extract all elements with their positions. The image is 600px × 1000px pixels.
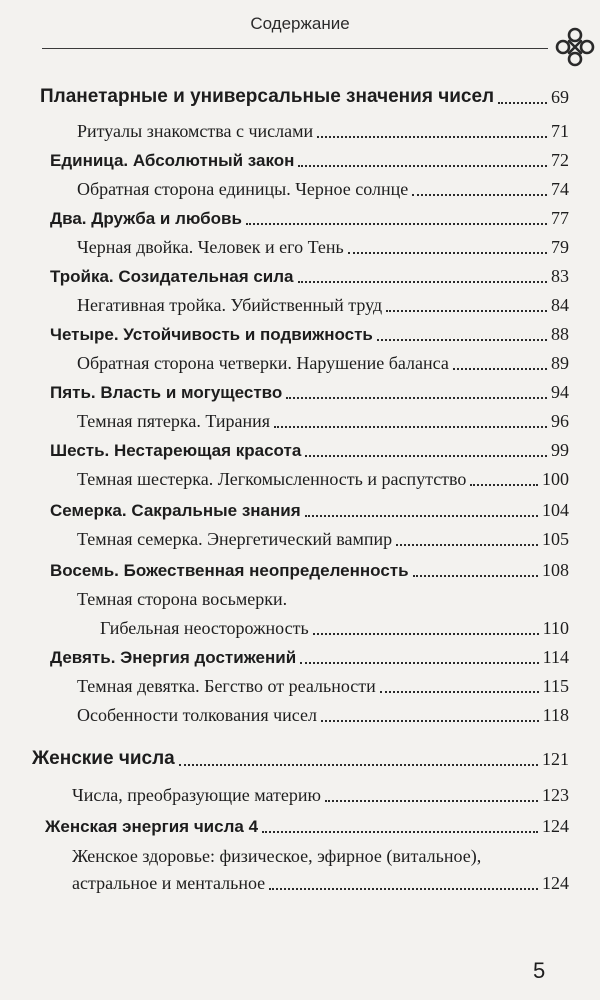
toc-entry-page: 123 xyxy=(542,785,569,805)
toc-leader-dots xyxy=(321,720,539,722)
toc-entry-title: Числа, преобразующие материю xyxy=(72,785,321,805)
toc-entry-title: Два. Дружба и любовь xyxy=(50,209,242,228)
toc-section-planetary[interactable] xyxy=(40,86,569,108)
toc-chapter-one[interactable] xyxy=(50,150,569,171)
toc-chapter-two[interactable] xyxy=(50,208,569,229)
toc-leader-dots xyxy=(298,281,547,283)
toc-entry-title: Обратная сторона единицы. Черное солнце xyxy=(77,179,409,199)
toc-entry-page: 100 xyxy=(542,469,569,489)
toc-entry-title: Темная семерка. Энергетический вампир xyxy=(77,529,393,549)
toc-entry-title: астральное и ментальное xyxy=(72,873,266,893)
toc-entry-page: 110 xyxy=(542,618,569,638)
toc-chapter-five[interactable] xyxy=(50,382,569,403)
toc-leader-dots xyxy=(269,888,538,890)
toc-entry-page: 124 xyxy=(542,873,569,893)
toc-entry-numbers-matter[interactable] xyxy=(72,785,569,806)
toc-chapter-seven[interactable] xyxy=(50,500,569,521)
toc-entry-title: Темная девятка. Бегство от реальности xyxy=(77,676,376,696)
toc-entry-rituals[interactable] xyxy=(77,121,569,142)
toc-leader-dots xyxy=(313,633,539,635)
toc-entry-page: 77 xyxy=(551,208,569,228)
toc-entry-page: 108 xyxy=(542,560,569,580)
toc-entry-page: 99 xyxy=(551,440,569,460)
toc-entry-eight-dark[interactable] xyxy=(100,618,569,639)
toc-leader-dots xyxy=(380,691,539,693)
toc-entry-title: Восемь. Божественная неопределенность xyxy=(50,561,409,580)
toc-leader-dots xyxy=(300,662,539,664)
toc-leader-dots xyxy=(298,165,547,167)
toc-leader-dots xyxy=(386,310,547,312)
toc-entry-seven-dark[interactable] xyxy=(77,529,569,550)
toc-entry-page: 84 xyxy=(551,295,569,315)
toc-chapter-female-energy[interactable] xyxy=(45,816,569,837)
toc-entry-title: Шесть. Нестареющая красота xyxy=(50,441,302,460)
toc-leader-dots xyxy=(412,194,547,196)
toc-leader-dots xyxy=(396,544,538,546)
toc-entry-page: 105 xyxy=(542,529,569,549)
toc-entry-title: Негативная тройка. Убийственный труд xyxy=(77,295,383,315)
toc-entry-title: Обратная сторона четверки. Нарушение баланса xyxy=(77,353,449,373)
toc-entry-six-dark[interactable] xyxy=(77,469,569,490)
toc-entry-page: 124 xyxy=(542,816,569,836)
toc-leader-dots xyxy=(179,764,538,766)
toc-entry-two-dark[interactable] xyxy=(77,237,569,258)
toc-entry-title: Женская энергия числа 4 xyxy=(45,817,259,836)
toc-chapter-six[interactable] xyxy=(50,440,569,461)
toc-entry-page: 83 xyxy=(551,266,569,286)
toc-entry-interpretation[interactable] xyxy=(77,705,569,726)
toc-chapter-four[interactable] xyxy=(50,324,569,345)
toc-leader-dots xyxy=(246,223,547,225)
toc-leader-dots xyxy=(305,515,538,517)
toc-leader-dots xyxy=(317,136,547,138)
toc-entry-page: 71 xyxy=(551,121,569,141)
toc-entry-title: Пять. Власть и могущество xyxy=(50,383,283,402)
toc-entry-eight-dark-line1[interactable]: Темная сторона восьмерки. xyxy=(77,589,288,609)
toc-entry-page: 96 xyxy=(551,411,569,431)
toc-entry-title: Единица. Абсолютный закон xyxy=(50,151,295,170)
toc-entry-female-health[interactable] xyxy=(72,873,569,894)
toc-leader-dots xyxy=(498,102,547,104)
toc-entry-page: 79 xyxy=(551,237,569,257)
toc-entry-page: 88 xyxy=(551,324,569,344)
toc-entry-title: Тройка. Созидательная сила xyxy=(50,267,294,286)
toc-leader-dots xyxy=(286,397,547,399)
toc-entry-title: Женские числа xyxy=(32,748,175,769)
toc-leader-dots xyxy=(262,831,538,833)
toc-chapter-nine[interactable] xyxy=(50,647,569,668)
toc-entry-title: Четыре. Устойчивость и подвижность xyxy=(50,325,373,344)
toc-leader-dots xyxy=(305,455,547,457)
toc-chapter-three[interactable] xyxy=(50,266,569,287)
toc-entry-page: 74 xyxy=(551,179,569,199)
toc-chapter-eight[interactable] xyxy=(50,560,569,581)
toc-leader-dots xyxy=(470,484,538,486)
toc-entry-page: 69 xyxy=(551,87,569,107)
toc-entry-page: 104 xyxy=(542,500,569,520)
toc-entry-page: 121 xyxy=(542,749,569,769)
toc-leader-dots xyxy=(274,426,547,428)
toc-entry-title: Семерка. Сакральные знания xyxy=(50,501,301,520)
toc-entry-page: 89 xyxy=(551,353,569,373)
toc-entry-title: Девять. Энергия достижений xyxy=(50,648,297,667)
toc-entry-title: Темная пятерка. Тирания xyxy=(77,411,271,431)
toc-entry-female-health-line1[interactable]: Женское здоровье: физическое, эфирное (витальное), xyxy=(72,846,482,866)
toc-entry-one-dark[interactable] xyxy=(77,179,569,200)
toc-entry-title: Ритуалы знакомства с числами xyxy=(77,121,314,141)
toc-leader-dots xyxy=(377,339,547,341)
toc-entry-nine-dark[interactable] xyxy=(77,676,569,697)
toc-section-female-numbers[interactable] xyxy=(32,748,569,770)
toc-entry-page: 72 xyxy=(551,150,569,170)
toc-entry-title: Темная шестерка. Легкомысленность и распутство xyxy=(77,469,467,489)
page-number: 5 xyxy=(533,958,546,983)
toc-entry-five-dark[interactable] xyxy=(77,411,569,432)
toc-entry-four-dark[interactable] xyxy=(77,353,569,374)
toc-leader-dots xyxy=(413,575,538,577)
toc-entry-page: 115 xyxy=(542,676,569,696)
toc-entry-page: 94 xyxy=(551,382,569,402)
toc-entry-title: Гибельная неосторожность xyxy=(100,618,309,638)
toc-leader-dots xyxy=(325,800,538,802)
toc-entry-three-dark[interactable] xyxy=(77,295,569,316)
toc-entry-title: Особенности толкования чисел xyxy=(77,705,317,725)
toc-entry-page: 118 xyxy=(542,705,569,725)
toc-entry-title: Планетарные и универсальные значения чисел xyxy=(40,86,495,107)
toc-entry-title: Черная двойка. Человек и его Тень xyxy=(77,237,344,257)
toc-leader-dots xyxy=(348,252,547,254)
running-header-title: Содержание xyxy=(250,14,350,33)
toc-leader-dots xyxy=(453,368,547,370)
toc-entry-page: 114 xyxy=(542,647,569,667)
